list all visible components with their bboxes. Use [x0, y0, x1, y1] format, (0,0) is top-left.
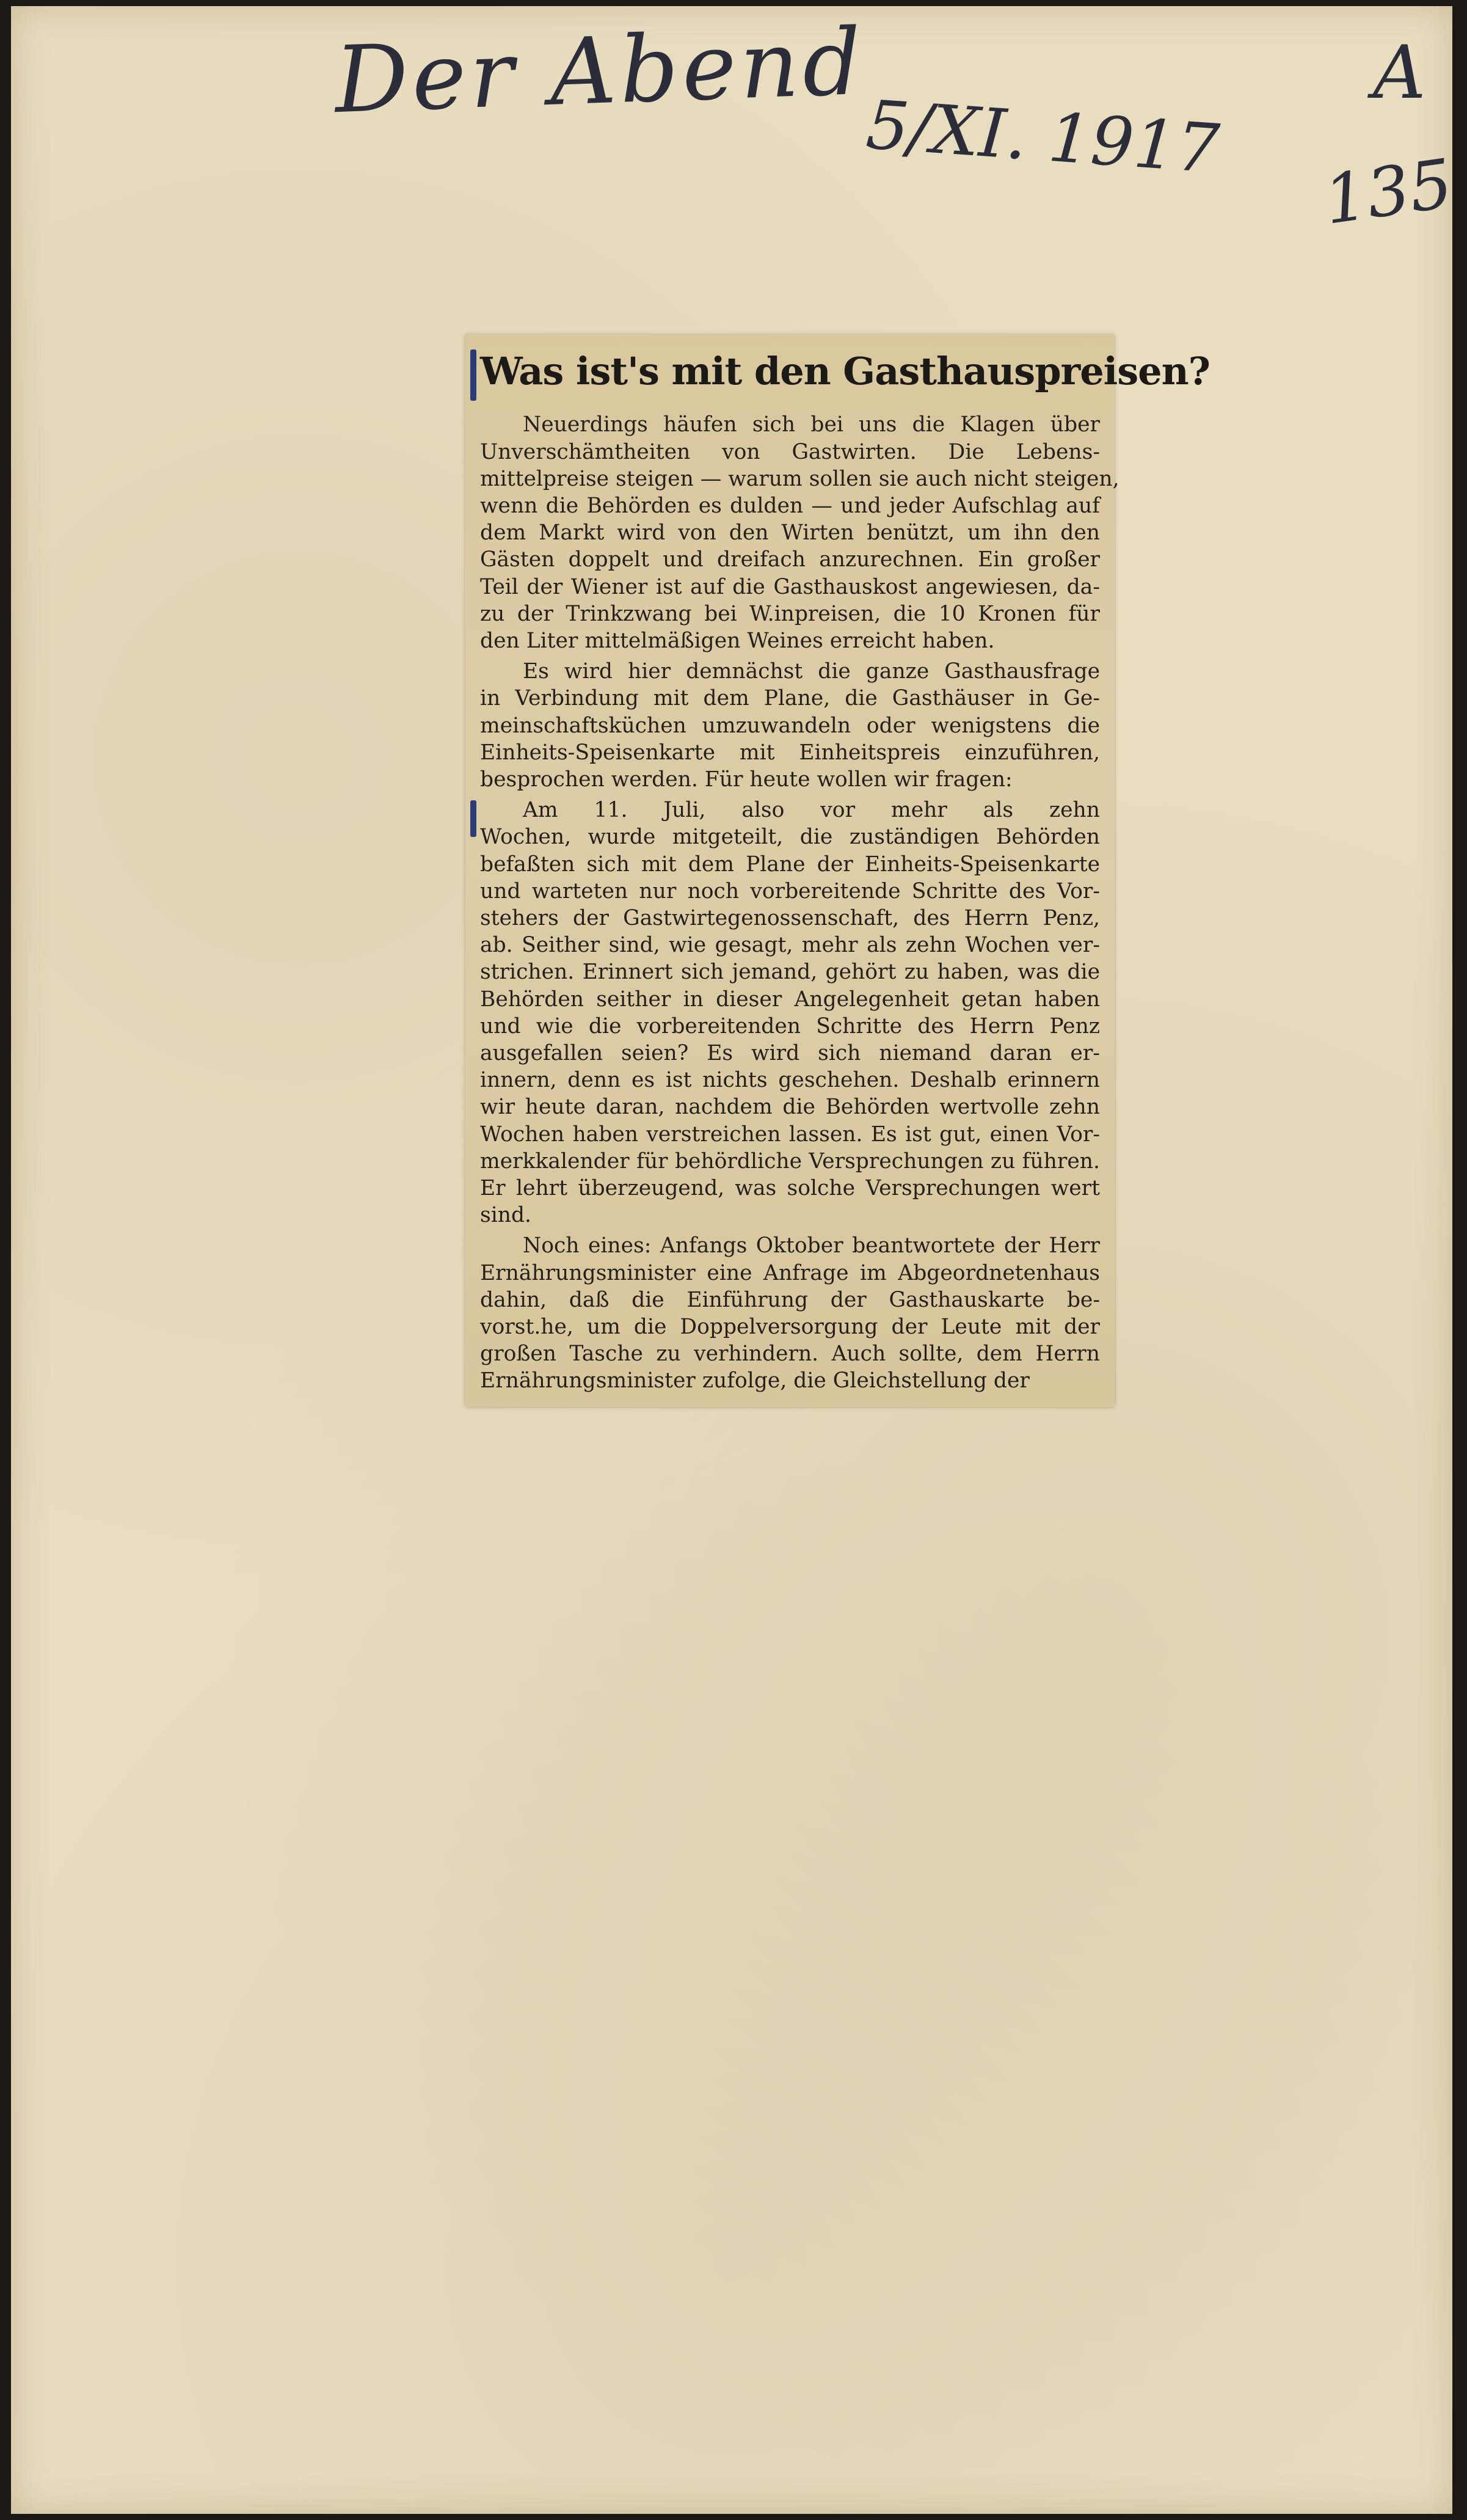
handwritten-corner-mark: A — [1373, 31, 1426, 115]
clipping-line: Ernährungsminister eine Anfrage im Abgeordnetenhaus — [480, 1260, 1100, 1285]
clipping-line: wir heute daran, nachdem die Behörden wertvolle zehn — [480, 1095, 1100, 1120]
clipping-line: strichen. Erinnert sich jemand, gehört zu haben, was die — [480, 960, 1100, 985]
clipping-line: vorst.he, um die Doppelversorgung der Leute mit der — [480, 1315, 1100, 1339]
clipping-line: Unverschämtheiten von Gastwirten. Die Lebens- — [480, 439, 1100, 464]
clipping-line: Er lehrt überzeugend, was solche Versprechungen wert — [480, 1175, 1100, 1200]
clipping-line: Am 11. Juli, also vor mehr als zehn — [523, 798, 1100, 823]
clipping-line: Wochen, wurde mitgeteilt, die zuständigen Behörden — [480, 825, 1100, 850]
clipping-line: dahin, daß die Einführung der Gasthauskarte be- — [480, 1287, 1100, 1312]
clipping-headline: Was ist's mit den Gasthauspreisen? — [480, 349, 1210, 393]
clipping-line: Teil der Wiener ist auf die Gasthauskost angewiesen, da- — [480, 574, 1100, 599]
clipping-line: stehers der Gastwirtegenossenschaft, des Herrn Penz, — [480, 905, 1100, 930]
clipping-line: Neuerdings häufen sich bei uns die Klagen über — [523, 412, 1100, 437]
newspaper-clipping — [465, 335, 1210, 1407]
clipping-line: innern, denn es ist nichts geschehen. Deshalb erinnern — [480, 1068, 1100, 1093]
clipping-line: mittelpreise steigen — warum sollen sie auch nicht steigen, — [480, 466, 1119, 491]
clipping-line: dem Markt wird von den Wirten benützt, um ihn den — [480, 520, 1100, 546]
clipping-body — [480, 411, 1119, 1394]
clipping-line: den Liter mittelmäßigen Weines erreicht haben. — [480, 628, 995, 653]
clipping-line: sind. — [480, 1203, 532, 1228]
handwritten-archive-number: 135 — [1319, 144, 1457, 239]
clipping-paragraph — [480, 658, 1100, 793]
clipping-line: Behörden seither in dieser Angelegenheit getan haben — [480, 987, 1100, 1012]
clipping-line: Ernährungsminister zufolge, die Gleichstellung der — [480, 1368, 1030, 1393]
clipping-line: und warteten nur noch vorbereitende Schritte des Vor- — [480, 878, 1100, 904]
clipping-line: in Verbindung mit dem Plane, die Gasthäuser in Ge- — [480, 686, 1100, 711]
clipping-paragraph — [480, 1232, 1100, 1394]
clipping-line: Einheits-Speisenkarte mit Einheitspreis einzuführen, — [480, 740, 1100, 765]
clipping-line: und wie die vorbereitenden Schritte des Herrn Penz — [480, 1013, 1100, 1039]
clipping-paragraph — [480, 797, 1100, 1229]
clipping-line: großen Tasche zu verhindern. Auch sollte, dem Herrn — [480, 1342, 1100, 1367]
clipping-line: ausgefallen seien? Es wird sich niemand daran er- — [480, 1040, 1100, 1065]
clipping-line: merkkalender für behördliche Versprechungen zu führen. — [480, 1149, 1100, 1174]
clipping-line: Es wird hier demnächst die ganze Gasthausfrage — [523, 659, 1100, 684]
handwritten-newspaper-title: Der Abend — [333, 9, 867, 134]
clipping-line: befaßten sich mit dem Plane der Einheits-Speisenkarte — [480, 852, 1100, 877]
clipping-line: Noch eines: Anfangs Oktober beantwortete der Herr — [523, 1233, 1100, 1258]
ink-margin-mark — [470, 349, 476, 401]
clipping-line: zu der Trinkzwang bei W.inpreisen, die 10 Kronen für — [480, 601, 1100, 626]
clipping-paragraph — [480, 411, 1119, 654]
handwritten-date: 5/XI. 1917 — [864, 85, 1222, 189]
clipping-line: ab. Seither sind, wie gesagt, mehr als zehn Wochen ver- — [480, 933, 1100, 958]
ink-margin-mark — [470, 800, 476, 837]
clipping-line: Gästen doppelt und dreifach anzurechnen. Ein großer — [480, 547, 1100, 572]
clipping-line: wenn die Behörden es dulden — und jeder Aufschlag auf — [480, 493, 1100, 518]
clipping-line: meinschaftsküchen umzuwandeln oder wenigstens die — [480, 713, 1100, 738]
clipping-line: Wochen haben verstreichen lassen. Es ist gut, einen Vor- — [480, 1122, 1100, 1147]
clipping-line: besprochen werden. Für heute wollen wir fragen: — [480, 767, 1013, 792]
